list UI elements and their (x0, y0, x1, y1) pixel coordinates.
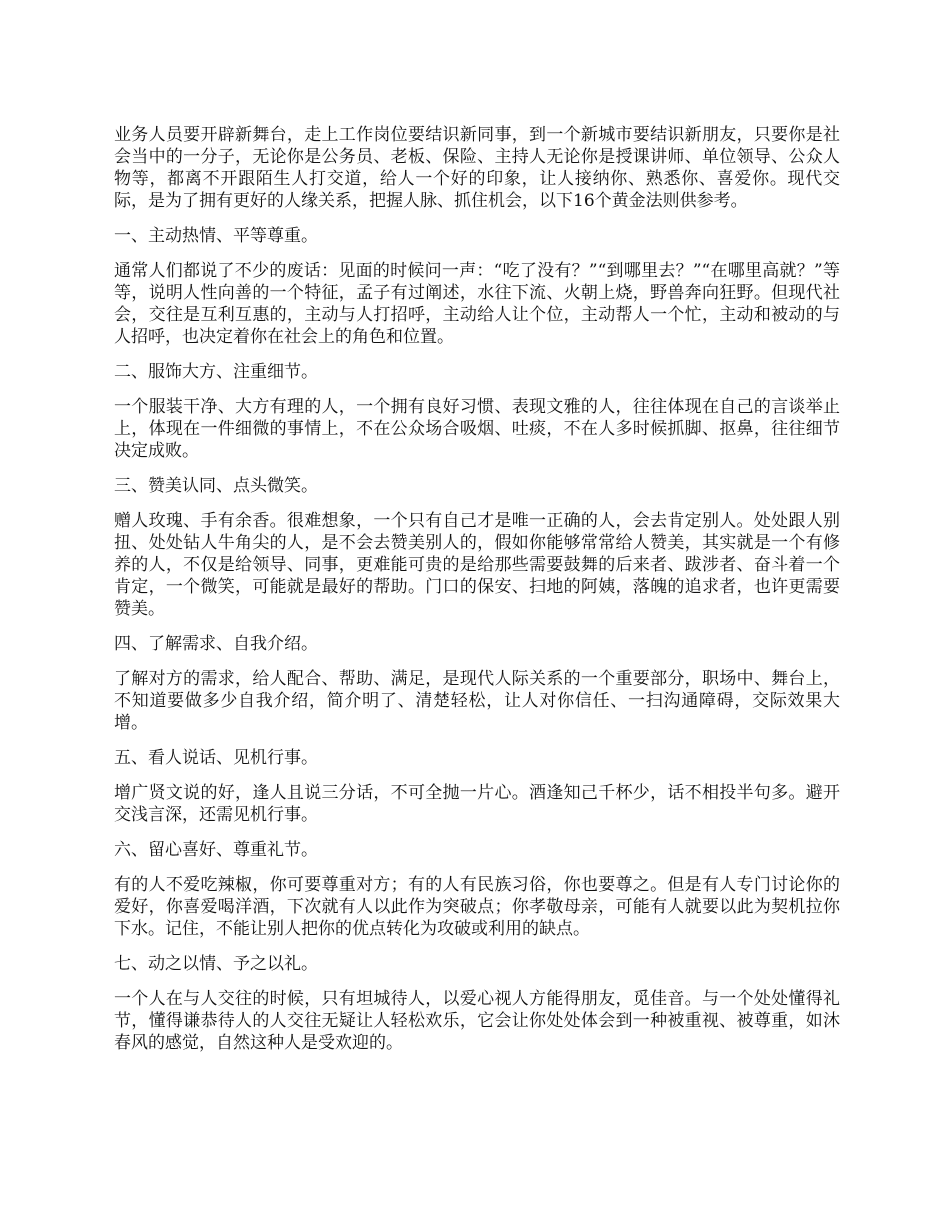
intro-paragraph: 业务人员要开辟新舞台，走上工作岗位要结识新同事，到一个新城市要结识新朋友，只要你是社会当中的一分子，无论你是公务员、老板、保险、主持人无论你是授课讲师、单位领导、公众人物等，都离不开跟陌生人打交道，给人一个好的印象，让人接纳你、熟悉你、喜爱你。现代交际，是为了拥有更好的人缘关系，把握人脉、抓住机会，以下16个黄金法则供参考。 (114, 125, 840, 211)
section-body-3: 赠人玫瑰、手有余香。很难想象，一个只有自己才是唯一正确的人，会去肯定别人。处处跟人别扭、处处钻人牛角尖的人，是不会去赞美别人的，假如你能够常常给人赞美，其实就是一个有修养的人，不仅是给领导、同事，更难能可贵的是给那些需要鼓舞的后来者、跋涉者、奋斗着一个肯定，一个微笑，可能就是最好的帮助。门口的保安、扫地的阿姨，落魄的追求者，也许更需要赞美。 (114, 511, 840, 619)
section-body-2: 一个服装干净、大方有理的人，一个拥有良好习惯、表现文雅的人，往往体现在自己的言谈举止上，体现在一件细微的事情上，不在公众场合吸烟、吐痰，不在人多时候抓脚、抠鼻，往往细节决定成败。 (114, 397, 840, 461)
section-body-4: 了解对方的需求，给人配合、帮助、满足，是现代人际关系的一个重要部分，职场中、舞台上，不知道要做多少自我介绍，简介明了、清楚轻松，让人对你信任、一扫沟通障碍，交际效果大增。 (114, 669, 840, 733)
section-body-1: 通常人们都说了不少的废话：见面的时候问一声：“吃了没有？”“到哪里去？”“在哪里高就？”等等，说明人性向善的一个特征，孟子有过阐述，水往下流、火朝上烧，野兽奔向狂野。但现代社会，交往是互利互惠的，主动与人打招呼，主动给人让个位，主动帮人一个忙，主动和被动的与人招呼，也决定着你在社会上的角色和位置。 (114, 261, 840, 347)
section-heading-6: 六、留心喜好、尊重礼节。 (114, 840, 318, 860)
section-heading-1: 一、主动热情、平等尊重。 (114, 226, 318, 246)
section-heading-7: 七、动之以情、予之以礼。 (114, 954, 318, 974)
section-body-5: 增广贤文说的好，逢人且说三分话，不可全抛一片心。酒逢知己千杯少，话不相投半句多。避开交浅言深，还需见机行事。 (114, 783, 840, 825)
section-body-6: 有的人不爱吃辣椒，你可要尊重对方；有的人有民族习俗，你也要尊之。但是有人专门讨论你的爱好，你喜爱喝洋酒，下次就有人以此作为突破点；你孝敬母亲，可能有人就要以此为契机拉你下水。记住，不能让别人把你的优点转化为攻破或利用的缺点。 (114, 875, 840, 939)
section-heading-2: 二、服饰大方、注重细节。 (114, 362, 318, 382)
section-body-7: 一个人在与人交往的时候，只有坦城待人，以爱心视人方能得朋友，觅佳音。与一个处处懂得礼节，懂得谦恭待人的人交往无疑让人轻松欢乐，它会让你处处体会到一种被重视、被尊重，如沐春风的感觉，自然这种人是受欢迎的。 (114, 989, 840, 1053)
section-heading-5: 五、看人说话、见机行事。 (114, 748, 318, 768)
section-heading-4: 四、了解需求、自我介绍。 (114, 634, 318, 654)
document-page (114, 124, 840, 1067)
section-heading-3: 三、赞美认同、点头微笑。 (114, 476, 318, 496)
